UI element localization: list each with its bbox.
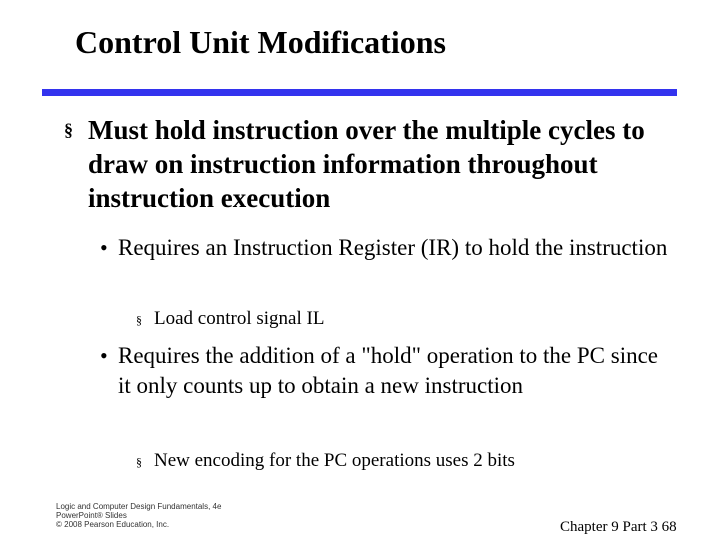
bullet-marker: § (136, 455, 142, 469)
bullet-marker: § (64, 120, 73, 140)
bullet-text: Load control signal IL (154, 308, 325, 329)
copyright-notice: © 2008 Pearson Education, Inc. (56, 520, 170, 529)
bullet-marker: § (136, 313, 142, 327)
bullet-text: Must hold instruction over the multiple cycles to draw on instruction information throughout instruction execution (88, 115, 645, 213)
slide-title: Control Unit Modifications (75, 24, 446, 60)
bullet-text: Requires the addition of a "hold" operation to the PC since it only counts up to obtain a new instruction (118, 343, 659, 398)
slides-label: PowerPoint® Slides (56, 511, 127, 520)
book-title: Logic and Computer Design Fundamentals, 4e (56, 502, 222, 511)
page-label: Chapter 9 Part 3 68 (560, 519, 677, 535)
bullet-marker: • (100, 235, 108, 260)
bullet-text: Requires an Instruction Register (IR) to hold the instruction (118, 235, 668, 260)
publisher-credit (56, 502, 221, 529)
bullet-text: New encoding for the PC operations uses 2 bits (154, 450, 515, 471)
title-divider (42, 89, 677, 96)
bullet-marker: • (100, 343, 108, 368)
